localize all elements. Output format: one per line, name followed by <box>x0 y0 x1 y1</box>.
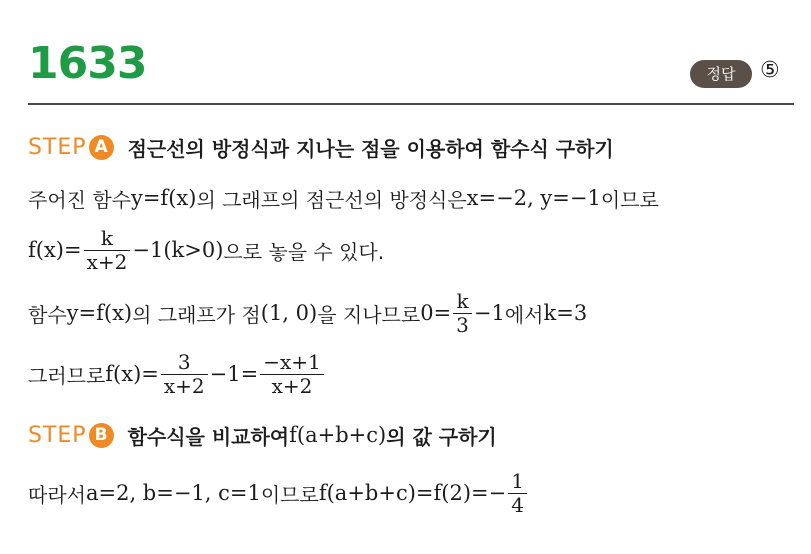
line4-text-1: 그러므로 <box>28 363 106 388</box>
step-a-heading <box>28 133 614 161</box>
line3-text-4: 에서 <box>504 302 544 327</box>
line3-text-2: 의 그래프가 점 <box>132 302 261 327</box>
line4-math-1: f(x)= <box>105 362 159 386</box>
line3-fraction-numerator: k <box>456 288 469 313</box>
line4-fraction-2-numerator: −x+1 <box>263 349 321 374</box>
line2-text-1: 으로 놓을 수 있다. <box>223 239 385 264</box>
step-a-title: 점근선의 방정식과 지나는 점을 이용하여 함수식 구하기 <box>127 136 614 161</box>
line4-fraction-2 <box>260 351 324 398</box>
line5-math-1: a=2, b=−1, c=1 <box>85 481 261 505</box>
line5-math-2: f(a+b+c)=f(2)=− <box>318 481 507 505</box>
line5-text-1: 따라서 <box>28 482 86 507</box>
line4-fraction-1 <box>161 351 208 398</box>
line3-math-1: y=f(x) <box>66 301 133 325</box>
line2-math-1: f(x)= <box>28 238 82 262</box>
step-b-title-post: 의 값 구하기 <box>386 424 497 449</box>
line4-math-2: −1= <box>209 362 259 386</box>
line1-math-1: y=f(x) <box>130 186 197 210</box>
header-divider <box>28 103 794 105</box>
line1-math-2: x=−2, y=−1 <box>466 186 601 210</box>
solution-line-1 <box>28 183 659 213</box>
line4-fraction-1-numerator: 3 <box>177 349 191 374</box>
solution-line-3 <box>28 285 587 341</box>
line1-text-3: 이므로 <box>600 187 659 212</box>
line1-text-2: 의 그래프의 점근선의 방정식은 <box>196 187 467 212</box>
step-b-title-pre: 함수식을 비교하여 <box>127 424 290 449</box>
line5-fraction <box>508 470 527 517</box>
step-b-title-math: f(a+b+c) <box>289 423 387 447</box>
line3-math-5: k=3 <box>543 301 588 325</box>
line5-fraction-denominator: 4 <box>511 492 524 517</box>
line4-fraction-1-denominator: x+2 <box>163 373 205 398</box>
line2-fraction-numerator: k <box>100 225 114 250</box>
solution-line-2 <box>28 222 384 278</box>
line3-math-4: −1 <box>473 301 505 325</box>
step-b-circle-badge: B <box>89 423 114 448</box>
problem-number: 1633 <box>28 38 147 89</box>
step-b-heading <box>28 421 497 449</box>
solution-line-5 <box>28 465 529 521</box>
line5-text-2: 이므로 <box>260 482 319 507</box>
line1-text-1: 주어진 함수 <box>28 187 131 212</box>
line2-fraction <box>84 227 131 274</box>
step-a-circle-badge: A <box>89 135 114 160</box>
step-a-word: STEP <box>28 134 87 160</box>
solution-line-4 <box>28 346 326 402</box>
answer-value: ⑤ <box>760 58 780 83</box>
line4-fraction-2-denominator: x+2 <box>271 373 313 398</box>
step-b-word: STEP <box>28 422 87 448</box>
line2-fraction-denominator: x+2 <box>86 249 128 274</box>
line3-text-1: 함수 <box>28 302 67 327</box>
line3-fraction-denominator: 3 <box>456 312 469 337</box>
line3-text-3: 을 지나므로 <box>317 302 421 327</box>
line3-math-2: (1, 0) <box>260 301 318 325</box>
answer-label-badge: 정답 <box>690 60 752 88</box>
line3-math-3: 0= <box>420 301 452 325</box>
line2-math-2: −1(k>0) <box>132 238 224 262</box>
line3-fraction <box>453 290 472 337</box>
line5-fraction-numerator: 1 <box>511 468 524 493</box>
